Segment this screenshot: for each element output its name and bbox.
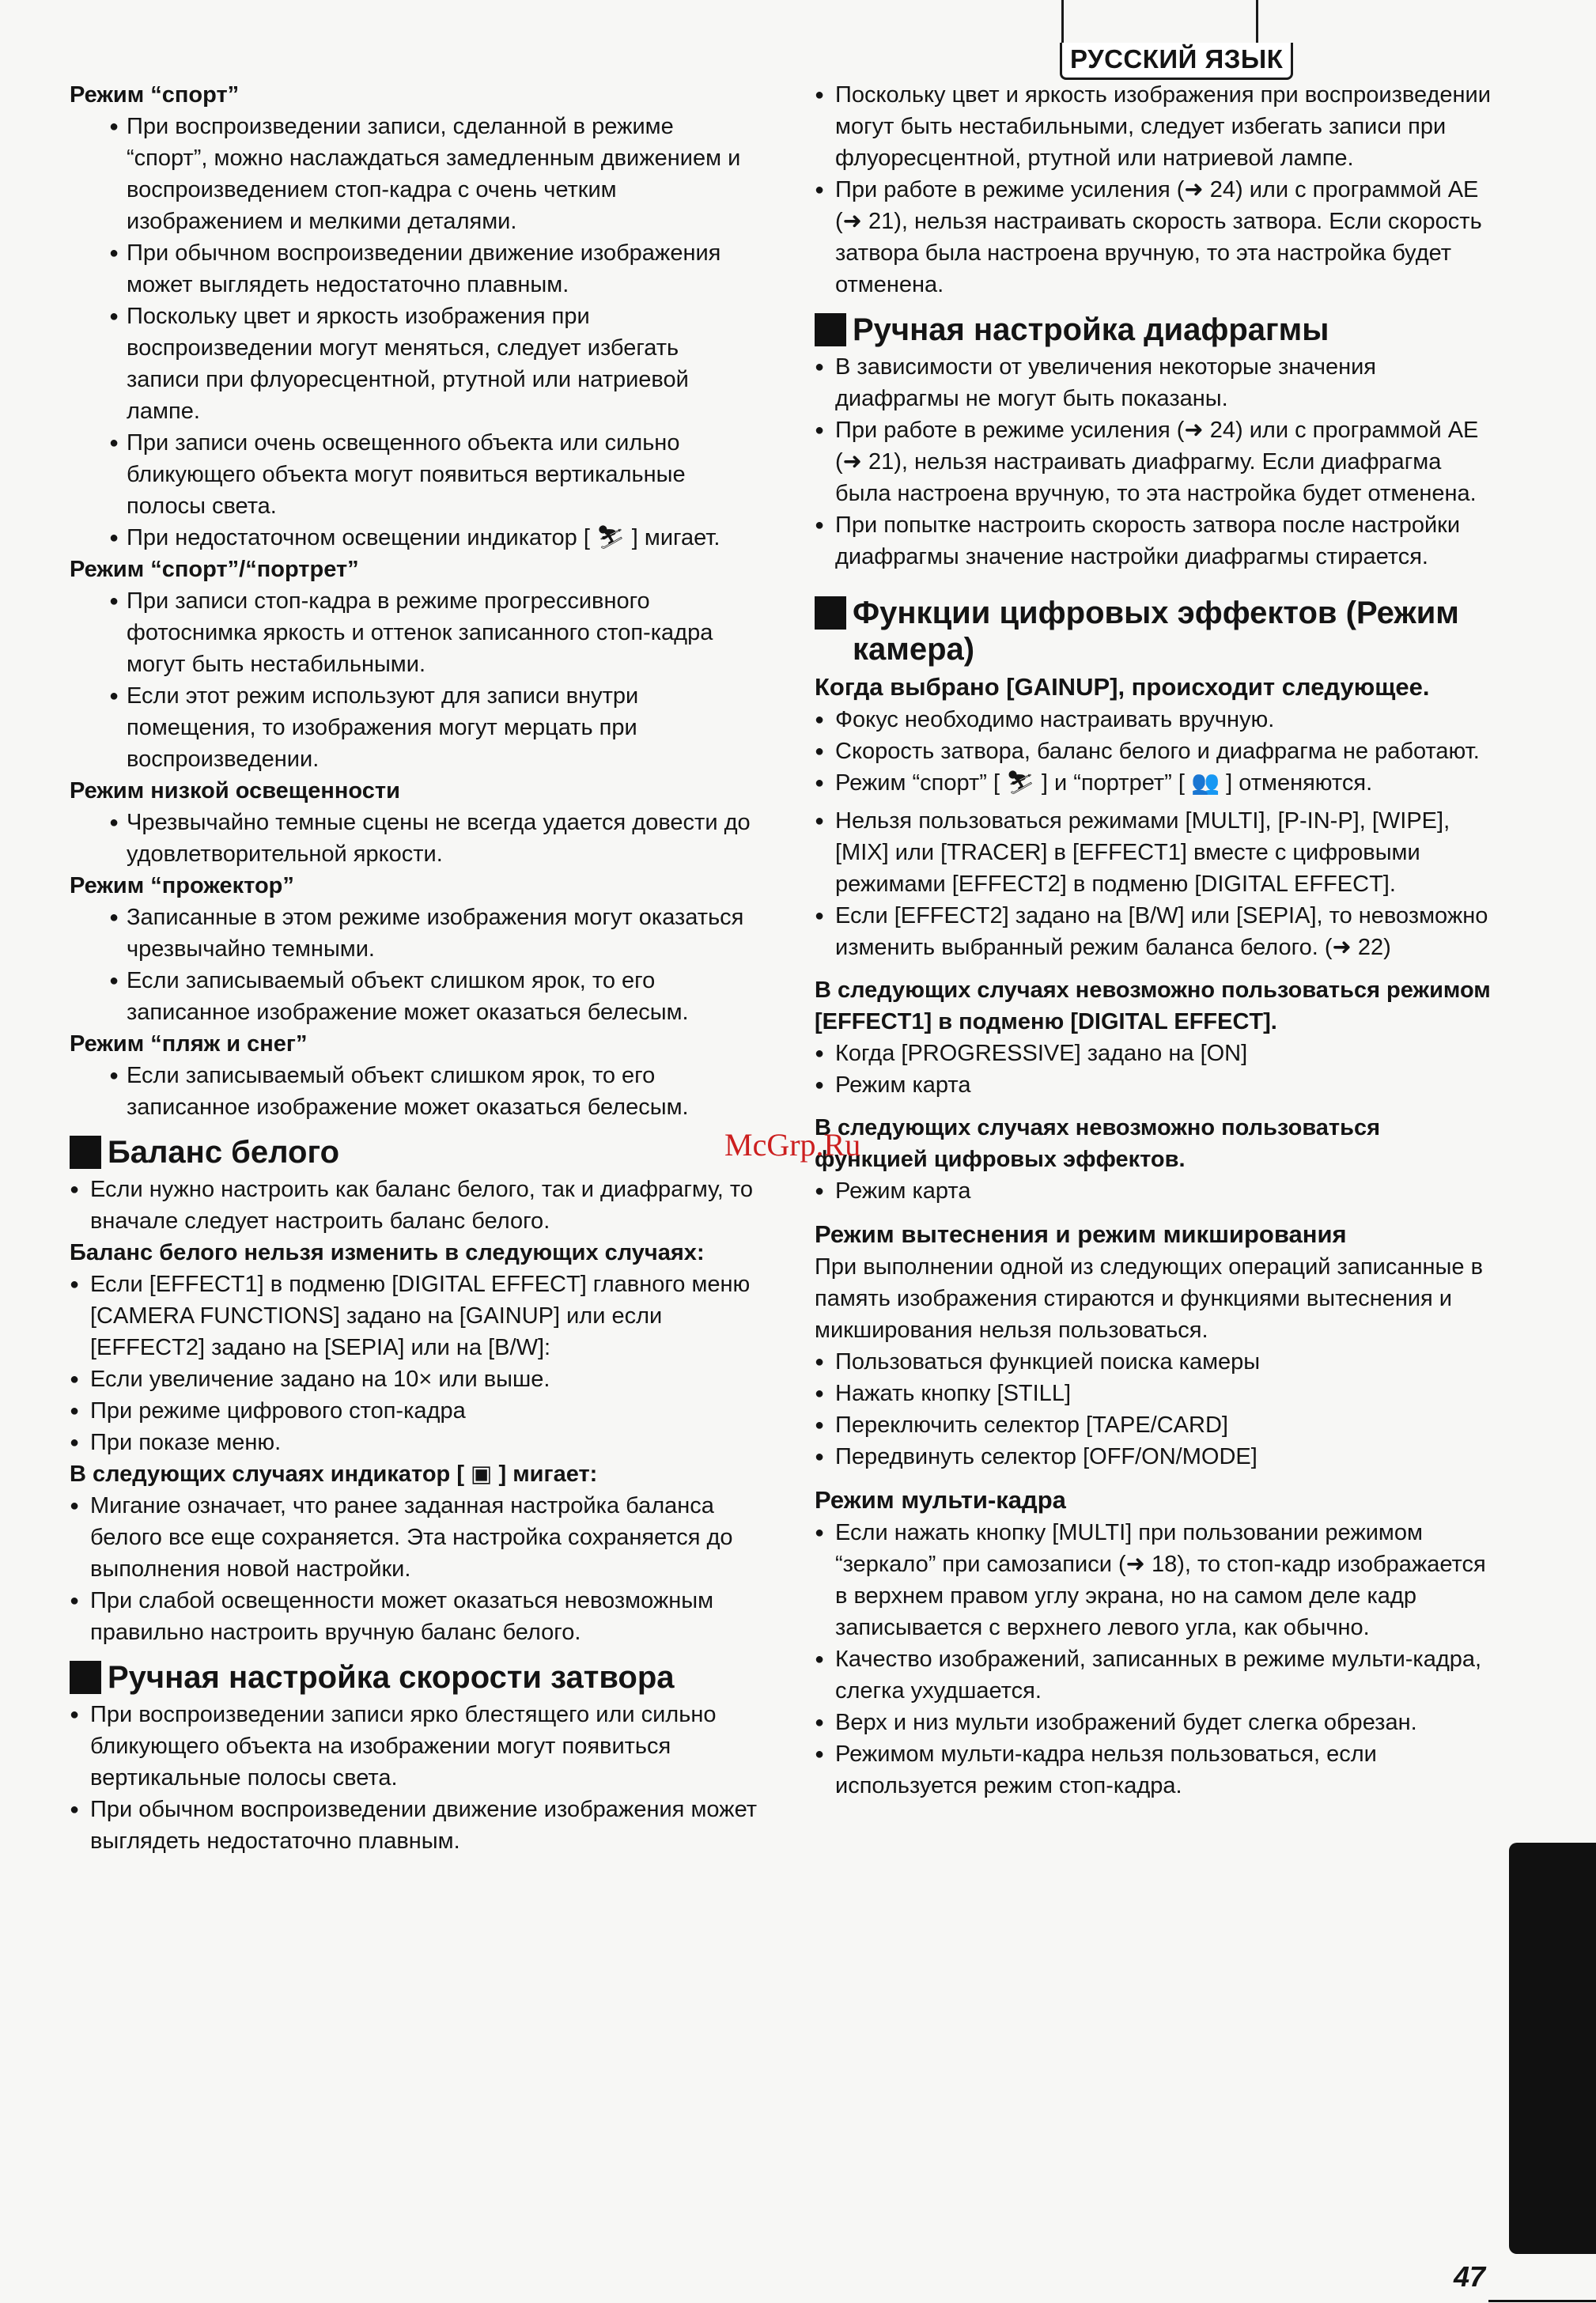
list-item: ● Режимом мульти-кадра нельзя пользоваться, если используется режим стоп-кадра.: [815, 1738, 1495, 1802]
section-low-light-heading: Режим низкой освещенности: [70, 778, 400, 804]
badge-rule-right: [1256, 0, 1258, 43]
list-item: ● Передвинуть селектор [OFF/ON/MODE]: [815, 1441, 1495, 1473]
white-balance-subheading: Баланс белого нельзя изменить в следующих случаях:: [70, 1240, 705, 1265]
list-item: ● При воспроизведении записи ярко блестящего или сильно бликующего объекта на изображении могут появиться вертикальные полосы света.: [70, 1699, 758, 1794]
list-item: ● При обычном воспроизведении движение изображения может выглядеть недостаточно плавным.: [109, 237, 758, 301]
list-item: ● При обычном воспроизведении движение изображения может выглядеть недостаточно плавным.: [70, 1794, 758, 1857]
corner-rule: [1488, 2300, 1596, 2302]
list-item: ● При записи очень освещенного объекта или сильно бликующего объекта могут появиться вертикальные полосы света.: [109, 427, 758, 522]
list-item: ● Когда [PROGRESSIVE] задано на [ON]: [815, 1038, 1495, 1069]
list-item: ● Режим карта: [815, 1069, 1495, 1101]
shutter-section-title: [70, 1659, 758, 1696]
list-item: ● Поскольку цвет и яркость изображения при воспроизведении могут меняться, следует избегать записи при флуоресцентной, ртутной или натриевой лампе.: [109, 301, 758, 427]
list-item: ● Верх и низ мульти изображений будет слегка обрезан.: [815, 1707, 1495, 1738]
thumb-index-tab: [1509, 1843, 1596, 2254]
section-beach-snow-heading: Режим “пляж и снег”: [70, 1031, 308, 1057]
section-title-text: Баланс белого: [108, 1135, 340, 1170]
left-column: [70, 79, 758, 1857]
list-item: ● При работе в режиме усиления (➜ 24) или с программой AE (➜ 21), нельзя настраивать диафрагму. Если диафрагма была настроена вручную, то эта настройка будет отменена.: [815, 414, 1495, 509]
list-item: ● Если записываемый объект слишком ярок, то его записанное изображение может оказаться белесым.: [109, 965, 758, 1028]
list-item: ● При слабой освещенности может оказаться невозможным правильно настроить вручную баланс белого.: [70, 1585, 758, 1648]
iris-section-title: [815, 312, 1495, 348]
section-sport-heading: Режим “спорт”: [70, 82, 240, 108]
white-balance-indicator-subheading: В следующих случаях индикатор [ ▣ ] мигает:: [70, 1462, 598, 1487]
list-item: ● При показе меню.: [70, 1427, 758, 1458]
section-sport-portrait-heading: Режим “спорт”/“портрет”: [70, 557, 359, 582]
list-item: ● Чрезвычайно темные сцены не всегда удается довести до удовлетворительной яркости.: [109, 807, 758, 870]
multi-frame-subheading: Режим мульти-кадра: [815, 1486, 1066, 1514]
list-item: ● Мигание означает, что ранее заданная настройка баланса белого все еще сохраняется. Эта настройка сохраняется до выполнения новой настройки.: [70, 1490, 758, 1585]
section-marker-icon: [70, 1136, 101, 1169]
list-item: ● Режим “спорт” [ ⛷ ] и “портрет” [ 👥 ] отменяются.: [815, 767, 1495, 799]
language-badge: РУССКИЙ ЯЗЫК: [1060, 43, 1293, 80]
list-item: ● Если [EFFECT1] в подменю [DIGITAL EFFECT] главного меню [CAMERA FUNCTIONS] задано на [GAINUP] или если [EFFECT2] задано на [SEPIA] или на [B/W]:: [70, 1269, 758, 1363]
white-balance-section-title: [70, 1134, 758, 1170]
section-marker-icon: [815, 596, 846, 630]
list-item: ● Нельзя пользоваться режимами [MULTI], [P-IN-P], [WIPE], [MIX] или [TRACER] в [EFFECT1] вместе с цифровыми режимами [EFFECT2] в подменю [DIGITAL EFFECT].: [815, 805, 1495, 900]
list-item: ● При попытке настроить скорость затвора после настройки диафрагмы значение настройки диафрагмы стирается.: [815, 509, 1495, 573]
list-item: ● При работе в режиме усиления (➜ 24) или с программой AE (➜ 21), нельзя настраивать скорость затвора. Если скорость затвора была настроена вручную, то эта настройка будет отменена.: [815, 174, 1495, 301]
list-item: ● Записанные в этом режиме изображения могут оказаться чрезвычайно темными.: [109, 902, 758, 965]
list-item: ● Если записываемый объект слишком ярок, то его записанное изображение может оказаться белесым.: [109, 1060, 758, 1123]
list-item: ● Если [EFFECT2] задано на [B/W] или [SEPIA], то невозможно изменить выбранный режим баланса белого. (➜ 22): [815, 900, 1495, 963]
beach-snow-list: [109, 1060, 758, 1123]
list-item: ● Пользоваться функцией поиска камеры: [815, 1346, 1495, 1378]
list-item: ● Если увеличение задано на 10× или выше.: [70, 1363, 758, 1395]
list-item: ● При записи стоп-кадра в режиме прогрессивного фотоснимка яркость и оттенок записанного стоп-кадра могут быть нестабильными.: [109, 585, 758, 680]
section-spotlight-heading: Режим “прожектор”: [70, 873, 294, 898]
section-title-text: Ручная настройка скорости затвора: [108, 1660, 675, 1695]
badge-rule-left: [1061, 0, 1064, 43]
list-item: ● При недостаточном освещении индикатор [ ⛷ ] мигает.: [109, 522, 758, 554]
spotlight-list: [109, 902, 758, 1028]
list-item: ● В зависимости от увеличения некоторые значения диафрагмы не могут быть показаны.: [815, 351, 1495, 414]
section-title-text: Ручная настройка диафрагмы: [853, 312, 1329, 347]
section-title-text: Функции цифровых эффектов (Режим камера): [853, 596, 1459, 667]
sport-portrait-list: [109, 585, 758, 775]
list-item: ● Если нажать кнопку [MULTI] при пользовании режимом “зеркало” при самозаписи (➜ 18), то стоп-кадр изображается в верхнем правом углу экрана, но на самом деле кадр записывается с верхнего левого угла, как обычно.: [815, 1517, 1495, 1643]
list-item: ● Режим карта: [815, 1175, 1495, 1207]
list-item: ● Если нужно настроить как баланс белого, так и диафрагму, то вначале следует настроить баланс белого.: [70, 1174, 758, 1237]
sport-list: [109, 111, 758, 554]
list-item: ● Фокус необходимо настраивать вручную.: [815, 704, 1495, 736]
effect1-subheading: В следующих случаях невозможно пользоваться режимом [EFFECT1] в подменю [DIGITAL EFFECT].: [815, 978, 1491, 1034]
list-item: ● Переключить селектор [TAPE/CARD]: [815, 1409, 1495, 1441]
list-item: ● Нажать кнопку [STILL]: [815, 1378, 1495, 1409]
list-item: ● Качество изображений, записанных в режиме мульти-кадра, слегка ухудшается.: [815, 1643, 1495, 1707]
low-light-list: [109, 807, 758, 870]
list-item: ● Если этот режим используют для записи внутри помещения, то изображения могут мерцать при воспроизведении.: [109, 680, 758, 775]
wipe-mix-subheading: Режим вытеснения и режим микширования: [815, 1220, 1347, 1248]
right-column: [815, 79, 1495, 1802]
wipe-mix-paragraph: При выполнении одной из следующих операций записанные в память изображения стираются и функциями вытеснения и микширования нельзя пользоваться.: [815, 1254, 1483, 1343]
list-item: ● При воспроизведении записи, сделанной в режиме “спорт”, можно наслаждаться замедленным движением и воспроизведением стоп-кадра с очень четким изображением и мелкими деталями.: [109, 111, 758, 237]
watermark: McGrp.Ru: [724, 1127, 861, 1163]
list-item: ● Поскольку цвет и яркость изображения при воспроизведении могут быть нестабильными, следует избегать записи при флуоресцентной, ртутной или натриевой лампе.: [815, 79, 1495, 174]
section-marker-icon: [815, 313, 846, 346]
section-marker-icon: [70, 1661, 101, 1694]
digital-effects-unavailable-subheading: В следующих случаях невозможно пользоваться функцией цифровых эффектов.: [815, 1115, 1380, 1172]
gainup-subheading: Когда выбрано [GAINUP], происходит следующее.: [815, 673, 1430, 701]
list-item: ● При режиме цифрового стоп-кадра: [70, 1395, 758, 1427]
list-item: ● Скорость затвора, баланс белого и диафрагма не работают.: [815, 736, 1495, 767]
digital-effects-section-title: [815, 595, 1495, 667]
page-number: 47: [1454, 2260, 1486, 2293]
